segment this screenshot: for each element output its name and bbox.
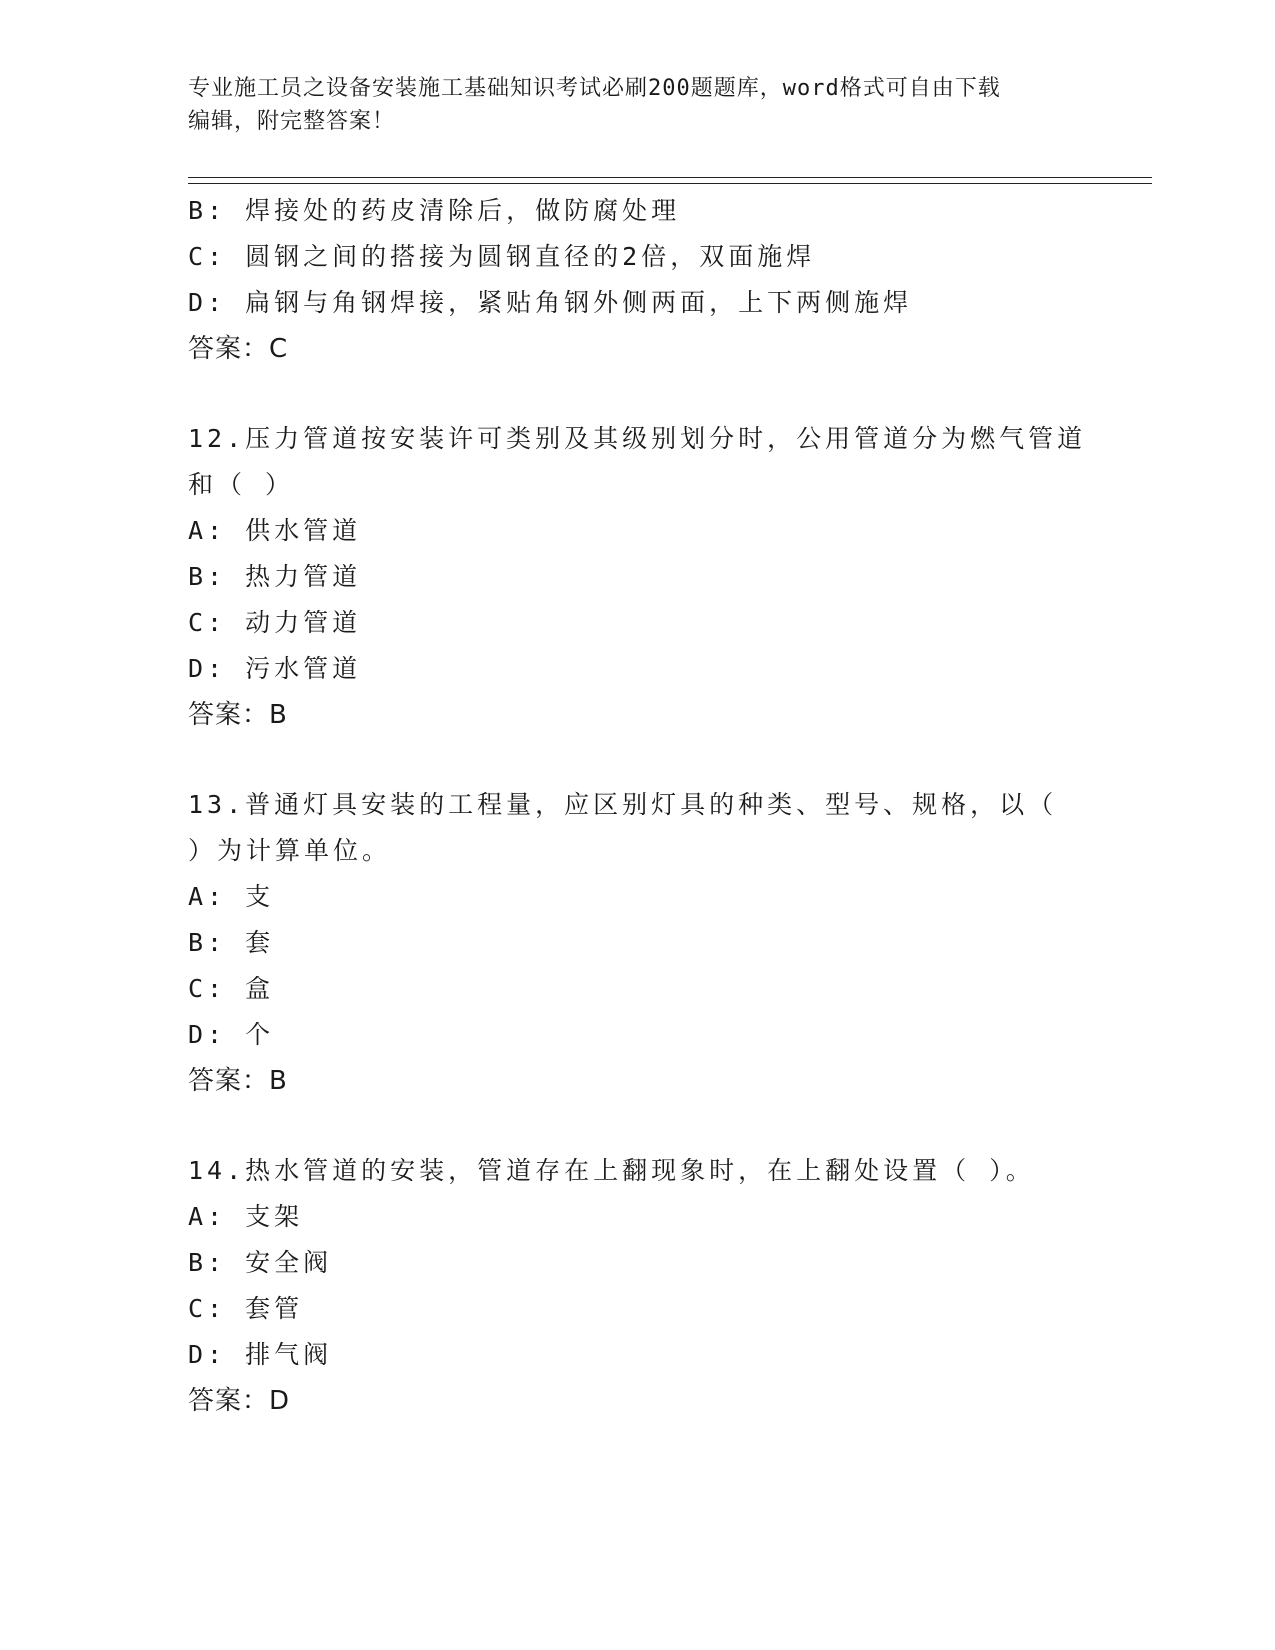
answer: 答案：B xyxy=(188,700,288,730)
header-title-line2: 编辑，附完整答案！ xyxy=(188,109,396,134)
option-c: C: 套管 xyxy=(188,1294,304,1323)
document-header xyxy=(188,72,1088,138)
question-stem-line: 13.普通灯具安装的工程量，应区别灯具的种类、型号、规格，以（ xyxy=(188,790,1058,819)
question-12 xyxy=(188,416,1088,738)
option-c: C: 圆钢之间的搭接为圆钢直径的2倍，双面施焊 xyxy=(188,242,816,271)
option-a: A: 支 xyxy=(188,882,275,911)
question-11-tail xyxy=(188,188,1088,372)
header-divider-bottom xyxy=(188,183,1152,184)
option-b: B: 安全阀 xyxy=(188,1248,333,1277)
answer: 答案：B xyxy=(188,1066,288,1096)
question-14 xyxy=(188,1148,1088,1424)
question-stem-line: ）为计算单位。 xyxy=(188,836,392,865)
header-divider-top xyxy=(188,177,1152,178)
question-content xyxy=(188,188,1088,1424)
question-13 xyxy=(188,782,1088,1104)
question-stem-line: 12.压力管道按安装许可类别及其级别划分时，公用管道分为燃气管道 xyxy=(188,424,1087,453)
answer: 答案：D xyxy=(188,1386,291,1416)
option-b: B: 焊接处的药皮清除后，做防腐处理 xyxy=(188,196,681,225)
answer: 答案：C xyxy=(188,334,289,364)
question-stem-line: 和（ ） xyxy=(188,470,295,499)
option-a: A: 支架 xyxy=(188,1202,304,1231)
option-a: A: 供水管道 xyxy=(188,516,362,545)
question-stem-line: 14.热水管道的安装，管道存在上翻现象时，在上翻处设置（ ）。 xyxy=(188,1156,1035,1185)
option-d: D: 扁钢与角钢焊接，紧贴角钢外侧两面，上下两侧施焊 xyxy=(188,288,913,317)
option-c: C: 盒 xyxy=(188,974,275,1003)
option-b: B: 热力管道 xyxy=(188,562,362,591)
header-title-line1: 专业施工员之设备安装施工基础知识考试必刷200题题库，word格式可自由下载 xyxy=(188,76,1001,101)
option-c: C: 动力管道 xyxy=(188,608,362,637)
option-d: D: 污水管道 xyxy=(188,654,362,683)
option-d: D: 排气阀 xyxy=(188,1340,333,1369)
option-d: D: 个 xyxy=(188,1020,275,1049)
option-b: B: 套 xyxy=(188,928,275,957)
